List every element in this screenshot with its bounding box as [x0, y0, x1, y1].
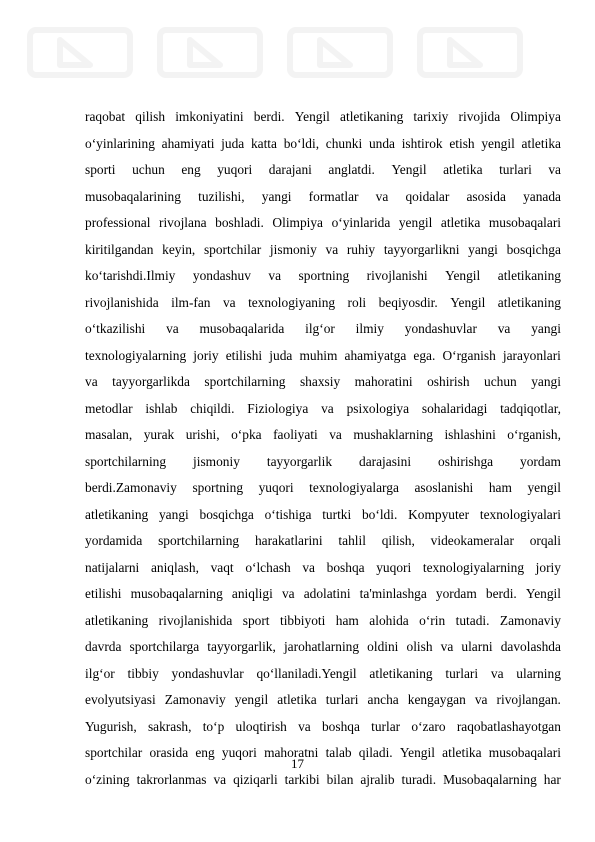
page-number: 17	[291, 756, 304, 771]
text-line: rivojlanishida ilm-fan va texnologiyaning roli beqiyosdir. Yengil atletikaning	[85, 294, 561, 310]
text-line: o‘zining takrorlanmas va qiziqarli tarkibi bilan ajralib turadi. Musobaqalarning har	[85, 771, 561, 787]
text-line: yordamida sportchilarning harakatlarini tahlil qilish, videokameralar orqali	[85, 533, 561, 548]
text-line: atletikaning rivojlanishida sport tibbiyoti ham alohida o‘rin tutadi. Zamonaviy	[85, 612, 561, 628]
text-line: musobaqalarining tuzilishi, yangi formatlar va qoidalar asosida yanada	[85, 188, 561, 204]
text-line: sportchilar orasida eng yuqori mahoratni talab qiladi. Yengil atletika musobaqalari	[85, 745, 561, 760]
text-line: ko‘tarishdi.Ilmiy yondashuv va sportning rivojlanishi Yengil atletikaning	[85, 268, 561, 283]
text-line: o‘yinlarining ahamiyati juda katta bo‘ldi, chunki unda ishtirok etish yengil atletika	[85, 135, 561, 151]
text-line: va tayyorgarlikda sportchilarning shaxsiy mahoratini oshirish uchun yangi	[85, 374, 561, 389]
text-line: etilishi musobaqalarning aniqligi va adolatini ta'minlashga yordam berdi. Yengil	[85, 586, 561, 601]
text-line: sporti uchun eng yuqori darajani anglatdi. Yengil atletika turlari va	[85, 162, 561, 177]
body-text	[85, 104, 561, 793]
text-line: davrda sportchilarga tayyorgarlik, jarohatlarning oldini olish va ularni davolashda	[85, 639, 561, 654]
text-line: texnologiyalarning joriy etilishi juda muhim ahamiyatga ega. O‘rganish jarayonlari	[85, 347, 561, 363]
text-line: evolyutsiyasi Zamonaviy yengil atletika turlari ancha kengaygan va rivojlangan.	[85, 692, 561, 707]
text-line: Yugurish, sakrash, to‘p uloqtirish va boshqa turlar o‘zaro raqobatlashayotgan	[85, 718, 561, 734]
text-line: masalan, yurak urishi, o‘pka faoliyati va mushaklarning ishlashini o‘rganish,	[85, 427, 561, 442]
text-line: sportchilarning jismoniy tayyorgarlik darajasini oshirishga yordam	[85, 453, 561, 469]
text-line: berdi.Zamonaviy sportning yuqori texnologiyalarga asoslanishi ham yengil	[85, 480, 561, 495]
text-line: raqobat qilish imkoniyatini berdi. Yengil atletikaning tarixiy rivojida Olimpiya	[85, 109, 561, 124]
text-line: ilg‘or tibbiy yondashuvlar qo‘llaniladi.Yengil atletikaning turlari va ularning	[85, 665, 561, 681]
text-line: atletikaning yangi bosqichga o‘tishiga turtki bo‘ldi. Kompyuter texnologiyalari	[85, 506, 561, 522]
text-line: kiritilgandan keyin, sportchilar jismoniy va ruhiy tayyorgarlikni yangi bosqichga	[85, 241, 561, 257]
text-line: natijalarni aniqlash, vaqt o‘lchash va boshqa yuqori texnologiyalarning joriy	[85, 559, 561, 575]
text-line: metodlar ishlab chiqildi. Fiziologiya va psixologiya sohalaridagi tadqiqotlar,	[85, 400, 561, 416]
text-line: professional rivojlana boshladi. Olimpiya o‘yinlarida yengil atletika musobaqalari	[85, 215, 561, 230]
text-line: o‘tkazilishi va musobaqalarida ilg‘or ilmiy yondashuvlar va yangi	[85, 321, 561, 336]
